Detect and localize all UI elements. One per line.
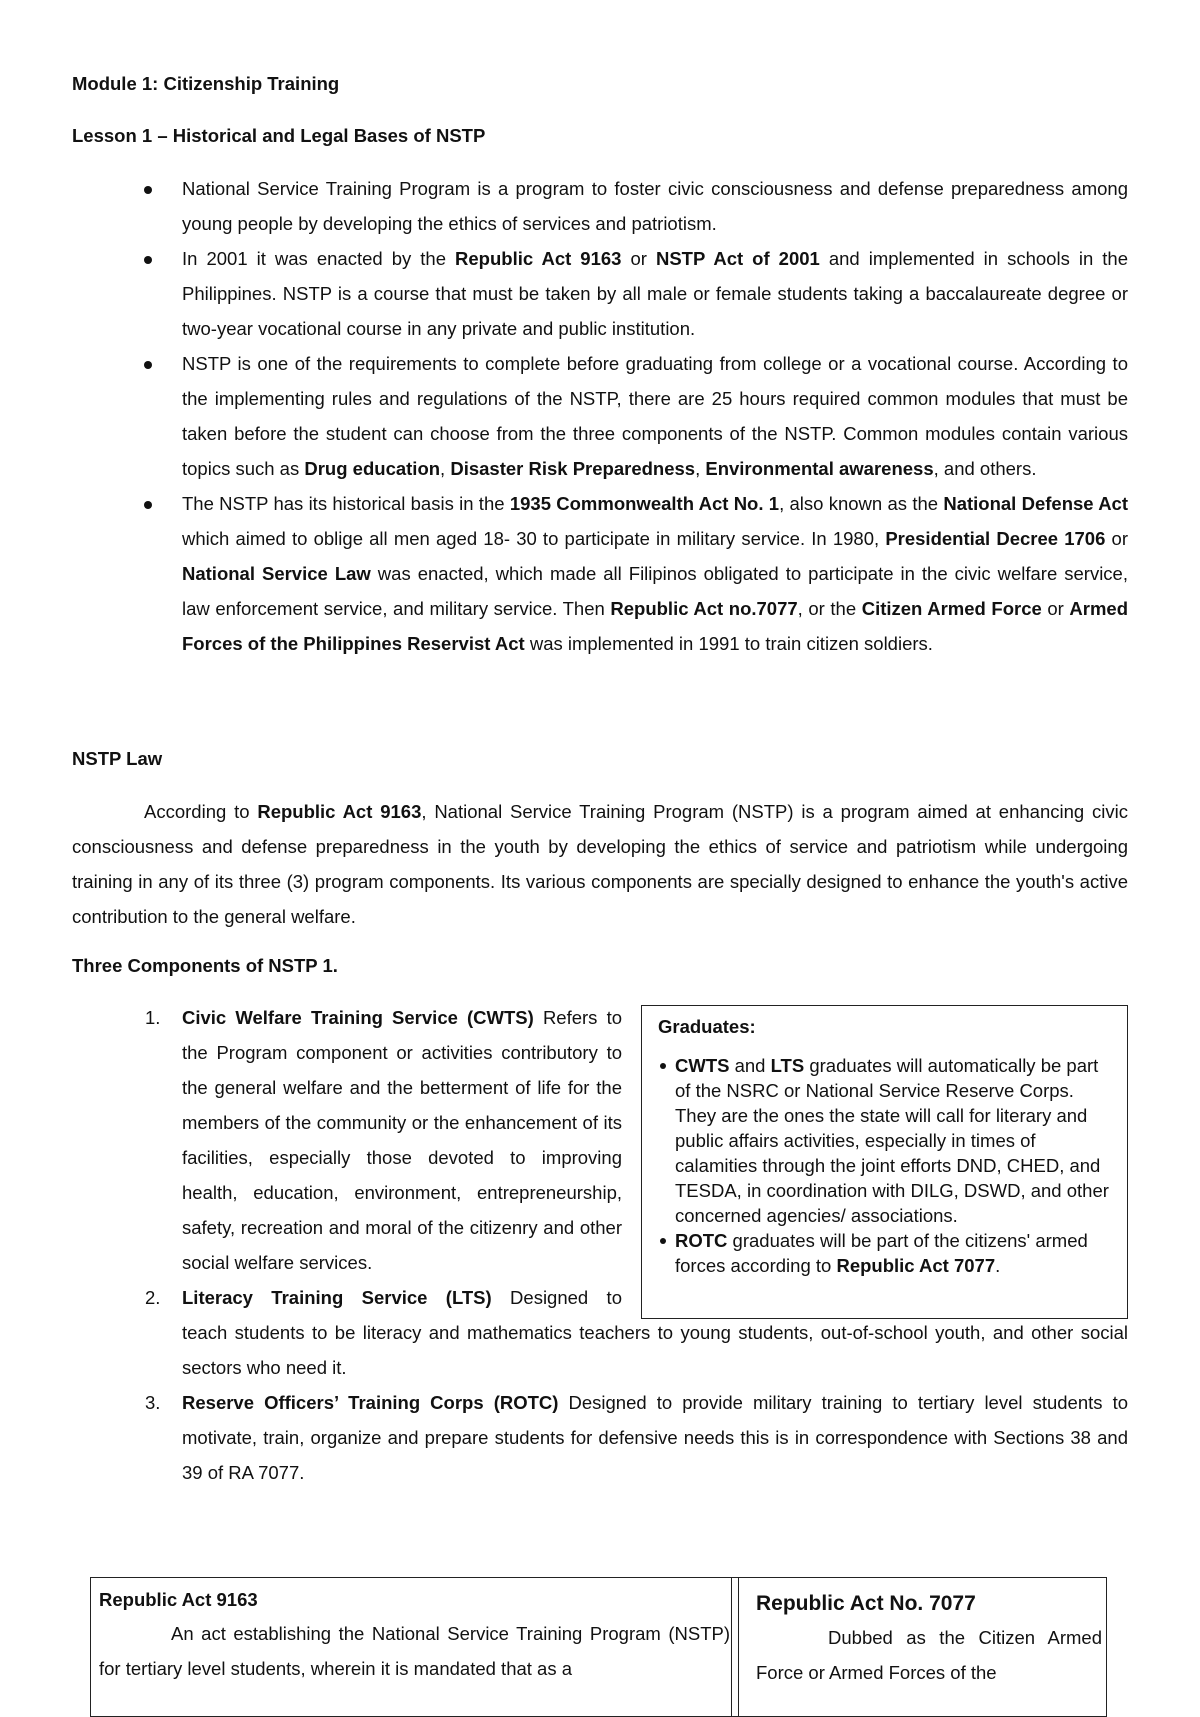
bullet-item-historical-basis: The NSTP has its historical basis in the 1935 Commonwealth Act No. 1, also known as the National Defense Act which aimed to oblige all men aged 18- 30 to participate in military service. In 1980, Presidential Decree 1706 or National Service Law was enacted, which made all Filipinos obligated to participate in the civic welfare service, law enforcement service, and military service. Then Republic Act no.7077, or the Citizen Armed Force or Armed Forces of the Philippines Reservist Act was implemented in 1991 to train citizen soldiers. (182, 486, 1128, 661)
bullet-item-ra9163: In 2001 it was enacted by the Republic Act 9163 or NSTP Act of 2001 and implemented in schools in the Philippines. NSTP is a course that must be taken by all male or female students taking a baccalaureate degree or two-year vocational course in any private and public institution. (182, 241, 1128, 346)
bullet-dot-icon (144, 361, 152, 369)
graduates-box (641, 1005, 1128, 1319)
nstp-law-heading: NSTP Law (72, 748, 163, 769)
list-number: 2. (145, 1287, 161, 1308)
ra7077-box-text: Dubbed as the Citizen Armed Force or Armed Forces of the (756, 1627, 1102, 1683)
graduates-list (658, 1053, 1111, 1278)
list-number: 3. (145, 1392, 161, 1413)
nstp-law-paragraph: According to Republic Act 9163, National Service Training Program (NSTP) is a program aimed at enhancing civic consciousness and defense preparedness in the youth by developing the ethics of service and patriotism while undergoing training in any of its three (3) program components. Its various components are specially designed to enhance the youth's active contribution to the general welfare. (72, 801, 1128, 927)
components-heading: Three Components of NSTP 1. (72, 955, 338, 976)
bullet-item-requirements: NSTP is one of the requirements to complete before graduating from college or a vocational course. According to the implementing rules and regulations of the NSTP, there are 25 hours required common modules that must be taken before the student can choose from the three components of the NSTP. Common modules contain various topics such as Drug education, Disaster Risk Preparedness, Environmental awareness, and others. (182, 346, 1128, 486)
list-number: 1. (145, 1007, 161, 1028)
bullet-dot-icon (660, 1063, 666, 1069)
lesson-title: Lesson 1 – Historical and Legal Bases of NSTP (72, 125, 486, 146)
ra7077-box-title: Republic Act No. 7077 (756, 1592, 976, 1615)
ra9163-box-text: An act establishing the National Service Training Program (NSTP) for tertiary level students, wherein it is mandated that as a (99, 1623, 730, 1679)
component-item-lts: 2. Literacy Training Service (LTS) Designed to teach students to be literacy and mathematics teachers to young students, out-of-school youth, and other social sectors who need it. (182, 1280, 1128, 1385)
bullet-dot-icon (144, 186, 152, 194)
ra9163-box (90, 1577, 739, 1717)
graduates-item-rotc: ROTC graduates will be part of the citizens' armed forces according to Republic Act 7077. (658, 1228, 1111, 1278)
bullet-dot-icon (144, 256, 152, 264)
lesson-bullet-list (182, 171, 1128, 661)
bullet-item-nstp-definition: National Service Training Program is a program to foster civic consciousness and defense preparedness among young people by developing the ethics of services and patriotism. (182, 171, 1128, 241)
graduates-item-cwts-lts: CWTS and LTS graduates will automatically be part of the NSRC or National Service Reserve Corps. They are the ones the state will call for literary and public affairs activities, especially in times of calamities through the joint efforts DND, CHED, and TESDA, in coordination with DILG, DSWD, and other concerned agencies/ associations. (658, 1053, 1111, 1228)
ra9163-box-title: Republic Act 9163 (99, 1589, 258, 1610)
bullet-dot-icon (660, 1238, 666, 1244)
bullet-dot-icon (144, 501, 152, 509)
module-title: Module 1: Citizenship Training (72, 73, 340, 94)
component-item-cwts: 1. Civic Welfare Training Service (CWTS) Refers to the Program component or activities contributory to the general welfare and the betterment of life for the members of the community or the enhancement of its facilities, especially those devoted to improving health, education, environment, entrepreneurship, safety, recreation and moral of the citizenry and other social welfare services. (182, 1000, 622, 1280)
component-item-rotc: 3. Reserve Officers’ Training Corps (ROTC) Designed to provide military training to tertiary level students to motivate, train, organize and prepare students for defensive needs this is in correspondence with Sections 38 and 39 of RA 7077. (182, 1385, 1128, 1490)
graduates-title: Graduates: (658, 1016, 756, 1037)
ra7077-box (731, 1577, 1107, 1717)
